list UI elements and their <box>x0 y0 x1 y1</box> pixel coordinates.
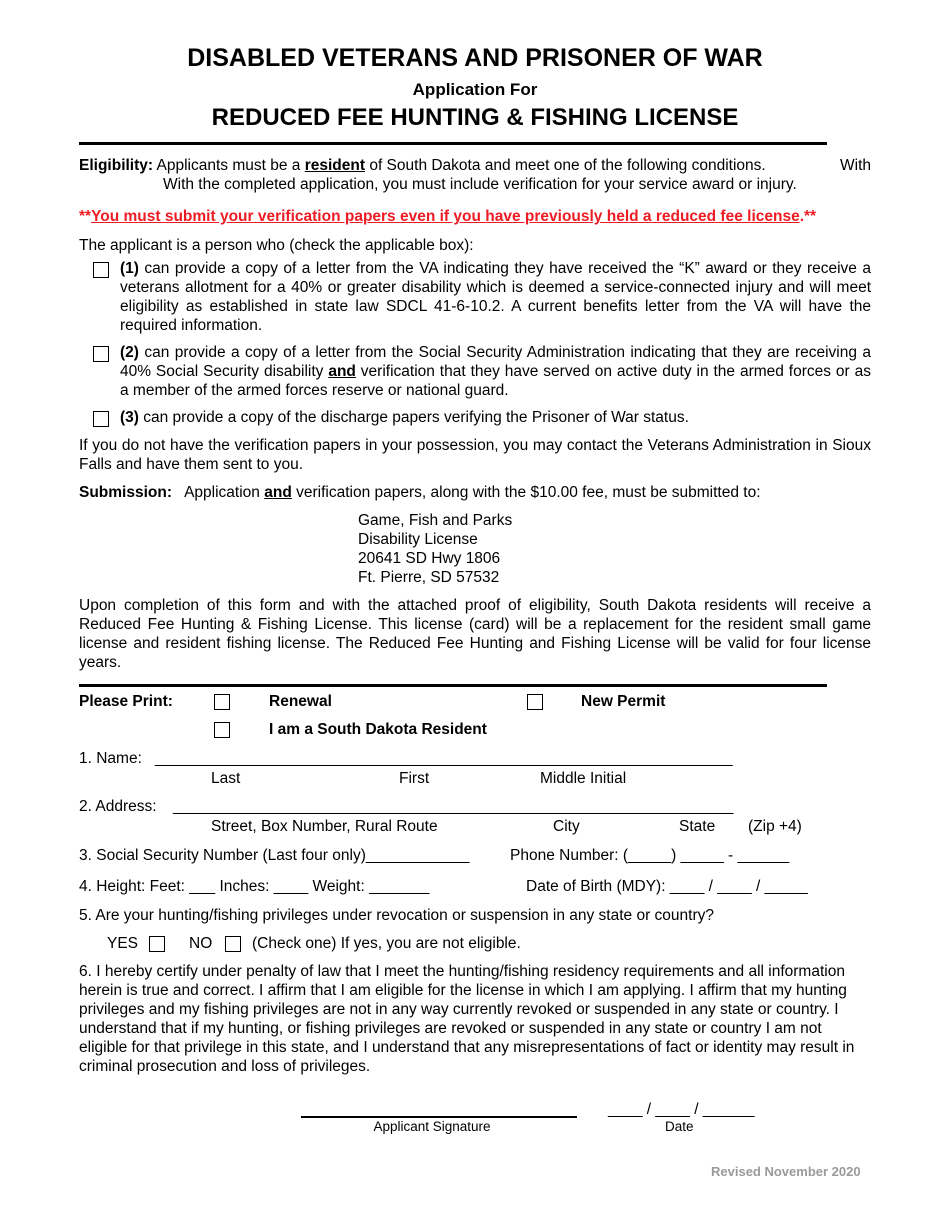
middle-initial-caption: Middle Initial <box>540 770 627 787</box>
condition-2-checkbox[interactable] <box>93 346 109 362</box>
sd-resident-label: I am a South Dakota Resident <box>269 721 487 738</box>
condition-1-text: (1) can provide a copy of a letter from the VA indicating they have received the “K” award or they receive a veterans allotment for a 40% or greater disability which is deemed a service-connected injury and will meet eligibility as established in state law SDCL 41-6-10.2. A current benefits letter from the VA will have the required information. <box>120 260 871 334</box>
completion-paragraph: Upon completion of this form and with the attached proof of eligibility, South Dakota residents will receive a Reduced Fee Hunting & Fishing License. This license (card) will be a replacement for the resident small game license and resident fishing license. The Reduced Fee Hunting and Fishing License will be valid for four license years. <box>79 597 871 671</box>
condition-2-text: (2) can provide a copy of a letter from the Social Security Administration indicating that they are receiving a 40% Social Security disability and verification that they have served on active duty in the armed forces or as a member of the armed forces reserve or national guard. <box>120 344 871 399</box>
zip-caption: (Zip +4) <box>748 818 802 835</box>
page-title: DISABLED VETERANS AND PRISONER OF WAR <box>187 44 763 72</box>
new-permit-checkbox[interactable] <box>527 694 543 710</box>
conditions-intro: The applicant is a person who (check the applicable box): <box>79 237 474 254</box>
renewal-checkbox[interactable] <box>214 694 230 710</box>
mailing-address: Game, Fish and Parks Disability License 20641 SD Hwy 1806 Ft. Pierre, SD 57532 <box>358 512 513 586</box>
city-caption: City <box>553 818 580 835</box>
submission-paragraph: Submission: Application and verification papers, along with the $10.00 fee, must be submitted to: <box>79 484 761 501</box>
revision-note: Revised November 2020 <box>711 1164 861 1179</box>
condition-1-checkbox[interactable] <box>93 262 109 278</box>
last-name-caption: Last <box>211 770 241 787</box>
name-field[interactable]: ___________________________________________________________________ <box>155 750 733 767</box>
dob-field[interactable]: Date of Birth (MDY): ____ / ____ / _____ <box>526 878 808 895</box>
page-subtitle: Application For <box>412 80 538 99</box>
new-permit-label: New Permit <box>581 693 666 710</box>
please-print-label: Please Print: <box>79 693 173 710</box>
signature-line[interactable] <box>301 1116 577 1118</box>
submission-label: Submission: <box>79 484 173 501</box>
condition-3-checkbox[interactable] <box>93 411 109 427</box>
first-name-caption: First <box>399 770 430 787</box>
header-divider <box>79 142 827 145</box>
no-papers-note: If you do not have the verification papers in your possession, you may contact the Veterans Administration in Sioux Falls and have them sent to you. <box>79 437 871 473</box>
signature-caption: Applicant Signature <box>373 1119 491 1134</box>
height-weight-fields[interactable]: 4. Height: Feet: ___ Inches: ____ Weight: _______ <box>79 878 430 895</box>
date-field[interactable]: ____ / ____ / ______ <box>608 1101 755 1118</box>
verification-warning: **You must submit your verification papers even if you have previously held a reduced fee license.** <box>79 208 817 225</box>
state-caption: State <box>679 818 716 835</box>
renewal-label: Renewal <box>269 693 332 710</box>
revocation-question: 5. Are your hunting/fishing privileges under revocation or suspension in any state or country? <box>79 907 715 924</box>
sd-resident-checkbox[interactable] <box>214 722 230 738</box>
name-label: 1. Name: <box>79 750 142 767</box>
check-one-note: (Check one) If yes, you are not eligible. <box>252 935 521 952</box>
no-label: NO <box>189 935 213 952</box>
street-caption: Street, Box Number, Rural Route <box>211 818 438 835</box>
license-title: REDUCED FEE HUNTING & FISHING LICENSE <box>211 104 739 131</box>
address-label: 2. Address: <box>79 798 157 815</box>
certification-statement: 6. I hereby certify under penalty of law that I meet the hunting/fishing residency requirements and all information herein is true and correct. I affirm that I am eligible for the license in which I am applying. I affirm that my hunting privileges and my fishing privileges are not in any way currently revoked or suspended in any state or country. I understand that if my hunting, or fishing privileges are revoked or suspended in any state or country I am not eligible for that privilege in this state, and I understand that any misrepresentations of fact or identity may result in criminal prosecution and loss of privileges. <box>79 963 855 1075</box>
phone-field[interactable]: Phone Number: (_____) _____ - ______ <box>510 847 790 864</box>
yes-checkbox[interactable] <box>149 936 165 952</box>
eligibility-paragraph: Eligibility: Applicants must be a resident of South Dakota and meet one of the following conditions. With With the completed application, you must include verification for your service award or injury. <box>79 157 871 193</box>
ssn-field[interactable]: 3. Social Security Number (Last four only)____________ <box>79 847 470 864</box>
yes-label: YES <box>107 935 139 952</box>
form-divider <box>79 684 827 687</box>
date-caption: Date <box>665 1119 694 1134</box>
resident-emphasis: resident <box>304 157 366 174</box>
no-checkbox[interactable] <box>225 936 241 952</box>
address-field[interactable]: _________________________________________________________________ <box>173 798 734 815</box>
condition-3-text: (3) can provide a copy of the discharge papers verifying the Prisoner of War status. <box>120 409 689 426</box>
eligibility-label: Eligibility: <box>79 157 154 174</box>
